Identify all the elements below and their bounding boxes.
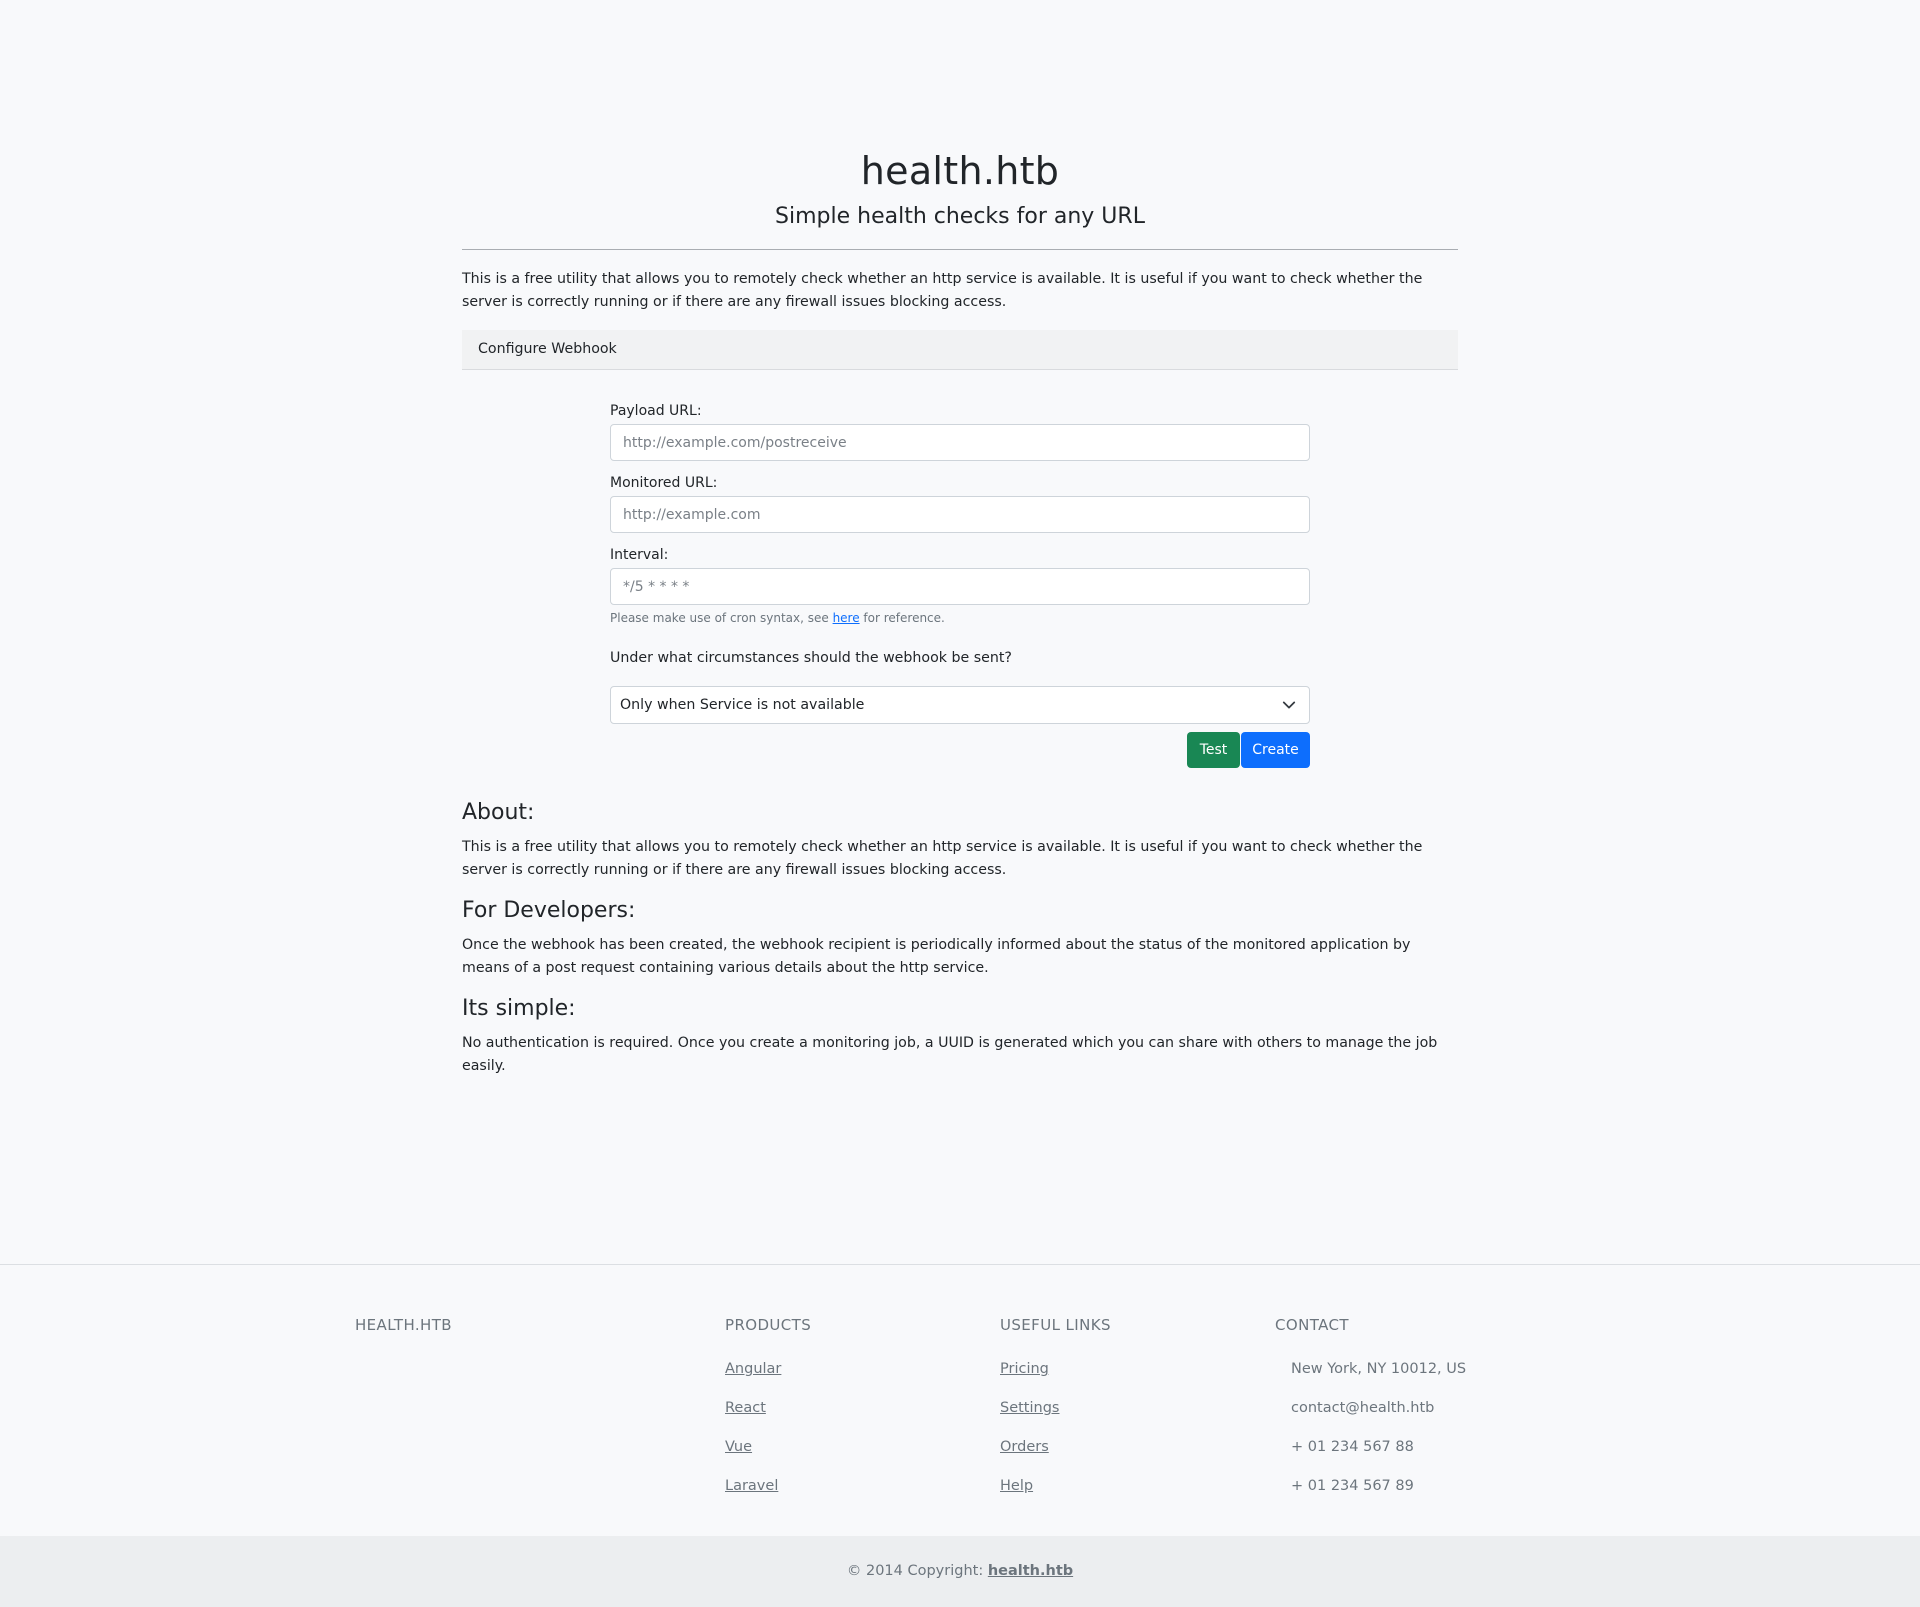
- webhook-form: [610, 401, 1310, 768]
- cron-hint-prefix: Please make use of cron syntax, see: [610, 611, 833, 625]
- footer-link-react[interactable]: React: [725, 1400, 766, 1416]
- about-text: This is a free utility that allows you to remotely check whether an http service is available. It is useful if you want to check whether the server is correctly running or if there are any firewall issues blocking access.: [462, 839, 1423, 878]
- test-button[interactable]: Test: [1187, 732, 1240, 768]
- divider: [462, 249, 1458, 250]
- footer-contact-column: [1275, 1315, 1466, 1515]
- contact-email: contact@health.htb: [1291, 1400, 1435, 1416]
- footer-products-column: [725, 1315, 811, 1515]
- developers-text: Once the webhook has been created, the webhook recipient is periodically informed about the status of the monitored application by means of a post request containing various details about the http service.: [462, 937, 1411, 976]
- footer: [0, 1264, 1920, 1537]
- contact-phone-1: + 01 234 567 88: [1291, 1439, 1414, 1455]
- webhook-condition-question: Under what circumstances should the webhook be sent?: [610, 650, 1012, 666]
- simple-heading: Its simple:: [462, 996, 576, 1021]
- intro-text: This is a free utility that allows you to remotely check whether an http service is available. It is useful if you want to check whether the server is correctly running or if there are any firewall issues blocking access.: [462, 271, 1423, 310]
- select-value: Only when Service is not available: [620, 697, 865, 713]
- about-heading: About:: [462, 800, 535, 825]
- copyright-bar: [0, 1536, 1920, 1607]
- cron-hint-suffix: for reference.: [859, 611, 945, 625]
- footer-products-heading: PRODUCTS: [725, 1316, 812, 1334]
- main-container: [462, 0, 1458, 1078]
- about-section: [462, 798, 1458, 882]
- site-title: health.htb: [860, 149, 1060, 193]
- developers-heading: For Developers:: [462, 898, 636, 923]
- payload-url-input[interactable]: [610, 424, 1310, 461]
- monitored-url-input[interactable]: [610, 496, 1310, 533]
- simple-text: No authentication is required. Once you create a monitoring job, a UUID is generated which you can share with others to manage the job easily.: [462, 1035, 1438, 1074]
- contact-address: New York, NY 10012, US: [1291, 1361, 1467, 1377]
- form-actions: [610, 732, 1310, 768]
- configure-webhook-header: Configure Webhook: [462, 330, 1458, 370]
- footer-link-pricing[interactable]: Pricing: [1000, 1361, 1049, 1377]
- footer-link-vue[interactable]: Vue: [725, 1439, 753, 1455]
- footer-links-heading: USEFUL LINKS: [1000, 1316, 1111, 1334]
- site-subtitle: Simple health checks for any URL: [775, 204, 1145, 229]
- footer-link-angular[interactable]: Angular: [725, 1361, 782, 1377]
- footer-links-column: [1000, 1315, 1111, 1515]
- footer-brand: HEALTH.HTB: [355, 1316, 452, 1334]
- footer-link-settings[interactable]: Settings: [1000, 1400, 1060, 1416]
- cron-hint: [610, 610, 1310, 626]
- monitored-url-label: Monitored URL:: [610, 475, 718, 491]
- webhook-condition-select[interactable]: [610, 686, 1310, 724]
- developers-section: [462, 896, 1458, 980]
- footer-contact-heading: CONTACT: [1275, 1316, 1349, 1334]
- footer-link-orders[interactable]: Orders: [1000, 1439, 1049, 1455]
- chevron-down-icon: [1282, 698, 1296, 712]
- copyright-text: © 2014 Copyright:: [846, 1563, 988, 1579]
- payload-url-label: Payload URL:: [610, 403, 702, 419]
- create-button[interactable]: Create: [1241, 732, 1310, 768]
- footer-brand-column: [355, 1315, 452, 1335]
- interval-label: Interval:: [610, 547, 669, 563]
- cron-reference-link[interactable]: here: [832, 611, 860, 625]
- interval-input[interactable]: [610, 568, 1310, 605]
- contact-phone-2: + 01 234 567 89: [1291, 1478, 1414, 1494]
- footer-link-laravel[interactable]: Laravel: [725, 1478, 779, 1494]
- footer-link-help[interactable]: Help: [1000, 1478, 1034, 1494]
- simple-section: [462, 994, 1458, 1078]
- copyright-link[interactable]: health.htb: [987, 1563, 1074, 1579]
